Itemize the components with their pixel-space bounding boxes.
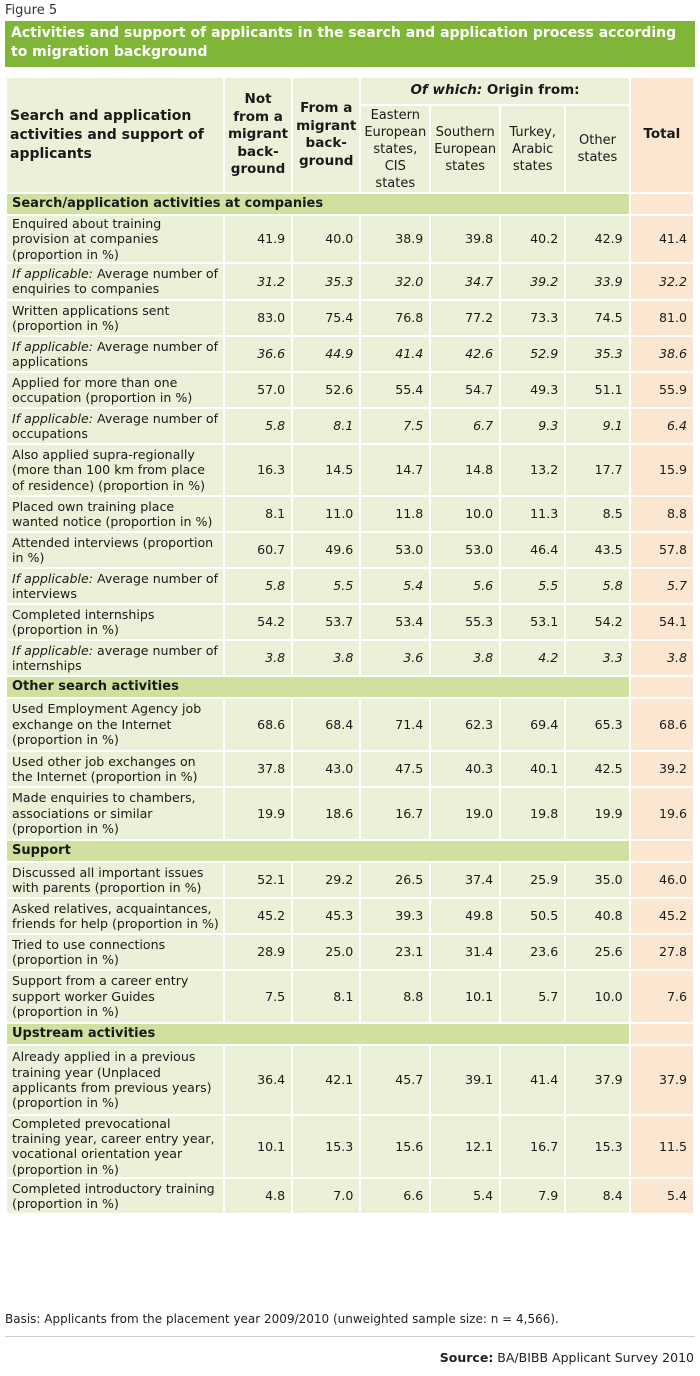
- section-total-cell: [631, 677, 693, 697]
- value-cell: 41.4: [361, 337, 429, 371]
- row-label: [7, 533, 223, 567]
- row-label-text: Placed own training place wanted notice (proportion in %): [12, 498, 213, 529]
- source-note: [440, 1350, 694, 1365]
- row-label-prefix: If applicable:: [12, 266, 93, 282]
- value-cell: 35.3: [566, 337, 628, 371]
- value-cell: 54.2: [225, 605, 291, 639]
- table-row: [7, 337, 693, 371]
- value-cell: 14.7: [361, 445, 429, 495]
- value-cell: 26.5: [361, 863, 429, 897]
- total-cell: 5.4: [631, 1179, 693, 1213]
- total-cell: 27.8: [631, 935, 693, 969]
- value-cell: 45.7: [361, 1046, 429, 1114]
- table-row: [7, 216, 693, 262]
- row-label: [7, 1116, 223, 1177]
- value-cell: 39.2: [501, 264, 564, 299]
- section-title: Other search activities: [7, 677, 629, 697]
- row-label-text: Completed introductory training (proportion in %): [12, 1180, 215, 1212]
- value-cell: 15.3: [293, 1116, 359, 1177]
- row-label: [7, 497, 223, 531]
- value-cell: 16.3: [225, 445, 291, 495]
- value-cell: 10.0: [566, 971, 628, 1022]
- value-cell: 10.1: [225, 1116, 291, 1177]
- section-total-cell: [631, 1024, 693, 1044]
- value-cell: 31.4: [431, 935, 499, 969]
- total-cell: 38.6: [631, 337, 693, 371]
- row-label-text: Already applied in a previous training year (Unplaced applicants from previous years) (proportion in %): [12, 1049, 212, 1111]
- data-table: [5, 76, 695, 1215]
- row-label: [7, 935, 223, 969]
- figure-title: Activities and support of applicants in the search and application process according to migration background: [5, 21, 695, 67]
- value-cell: 62.3: [431, 699, 499, 750]
- total-cell: 39.2: [631, 752, 693, 786]
- value-cell: 7.5: [225, 971, 291, 1022]
- header-of-which-italic: Of which:: [410, 82, 483, 99]
- row-label-prefix: If applicable:: [12, 642, 93, 658]
- value-cell: 42.1: [293, 1046, 359, 1114]
- table-row: [7, 409, 693, 443]
- header-not-migrant: Not from a migrant back-ground: [225, 78, 291, 192]
- table-row: [7, 641, 693, 675]
- header-origin-from: Origin from:: [482, 82, 580, 99]
- header-total: Total: [631, 78, 693, 192]
- source-label: Source:: [439, 1350, 494, 1365]
- value-cell: 47.5: [361, 752, 429, 786]
- header-migrant: From a migrant back-ground: [293, 78, 359, 192]
- value-cell: 77.2: [431, 301, 499, 335]
- value-cell: 41.4: [501, 1046, 564, 1114]
- value-cell: 68.6: [225, 699, 291, 750]
- row-label-text: Completed prevocational training year, career entry year, vocational orientation year (proportion in %): [12, 1115, 215, 1177]
- value-cell: 42.5: [566, 752, 628, 786]
- table-row: [7, 264, 693, 299]
- table-row: [7, 569, 693, 603]
- value-cell: 7.5: [361, 409, 429, 443]
- value-cell: 53.0: [361, 533, 429, 567]
- value-cell: 41.9: [225, 216, 291, 262]
- row-label: [7, 1179, 223, 1213]
- value-cell: 37.8: [225, 752, 291, 786]
- value-cell: 5.5: [293, 569, 359, 603]
- row-label-text: Support from a career entry support worker Guides (proportion in %): [12, 973, 189, 1020]
- row-label: [7, 863, 223, 897]
- source-divider: [5, 1336, 695, 1337]
- row-label-text: Applied for more than one occupation (proportion in %): [12, 374, 193, 405]
- row-label-text: Completed internships (proportion in %): [12, 606, 155, 637]
- value-cell: 7.0: [293, 1179, 359, 1213]
- value-cell: 19.9: [566, 788, 628, 839]
- section-title: Support: [7, 841, 629, 861]
- value-cell: 5.4: [431, 1179, 499, 1213]
- value-cell: 16.7: [361, 788, 429, 839]
- header-of-which: [361, 78, 628, 104]
- value-cell: 40.1: [501, 752, 564, 786]
- value-cell: 15.6: [361, 1116, 429, 1177]
- row-label-text: Average number of occupations: [12, 410, 219, 441]
- value-cell: 5.8: [225, 569, 291, 603]
- row-label: [7, 971, 223, 1022]
- figure-label: Figure 5: [5, 3, 58, 18]
- table-row: [7, 971, 693, 1022]
- value-cell: 53.4: [361, 605, 429, 639]
- row-label: [7, 699, 223, 750]
- value-cell: 5.8: [566, 569, 628, 603]
- value-cell: 3.8: [431, 641, 499, 675]
- value-cell: 42.9: [566, 216, 628, 262]
- value-cell: 43.5: [566, 533, 628, 567]
- value-cell: 10.1: [431, 971, 499, 1022]
- table-row: [7, 373, 693, 407]
- value-cell: 52.1: [225, 863, 291, 897]
- table-row: [7, 605, 693, 639]
- section-total-cell: [631, 841, 693, 861]
- value-cell: 11.0: [293, 497, 359, 531]
- total-cell: 5.7: [631, 569, 693, 603]
- value-cell: 12.1: [431, 1116, 499, 1177]
- row-label-text: Tried to use connections (proportion in %): [12, 936, 166, 967]
- total-cell: 3.8: [631, 641, 693, 675]
- value-cell: 5.4: [361, 569, 429, 603]
- value-cell: 25.9: [501, 863, 564, 897]
- value-cell: 57.0: [225, 373, 291, 407]
- value-cell: 8.8: [361, 971, 429, 1022]
- value-cell: 45.2: [225, 899, 291, 933]
- value-cell: 8.5: [566, 497, 628, 531]
- value-cell: 36.6: [225, 337, 291, 371]
- value-cell: 68.4: [293, 699, 359, 750]
- value-cell: 5.8: [225, 409, 291, 443]
- value-cell: 29.2: [293, 863, 359, 897]
- section-row: [7, 841, 693, 861]
- basis-note: Basis: Applicants from the placement year 2009/2010 (unweighted sample size: n = 4,566).: [5, 1312, 559, 1326]
- row-label: [7, 301, 223, 335]
- row-label: [7, 788, 223, 839]
- row-label-text: Used Employment Agency job exchange on the Internet (proportion in %): [12, 701, 202, 748]
- header-turkey: Turkey, Arabic states: [501, 106, 564, 192]
- value-cell: 53.1: [501, 605, 564, 639]
- value-cell: 49.6: [293, 533, 359, 567]
- value-cell: 53.7: [293, 605, 359, 639]
- row-label: [7, 409, 223, 443]
- value-cell: 71.4: [361, 699, 429, 750]
- table-row: [7, 533, 693, 567]
- value-cell: 75.4: [293, 301, 359, 335]
- total-cell: 19.6: [631, 788, 693, 839]
- value-cell: 18.6: [293, 788, 359, 839]
- row-label-text: Attended interviews (proportion in %): [12, 534, 214, 565]
- table-row: [7, 788, 693, 839]
- value-cell: 55.3: [431, 605, 499, 639]
- value-cell: 4.8: [225, 1179, 291, 1213]
- table-body: [7, 194, 693, 1213]
- value-cell: 8.4: [566, 1179, 628, 1213]
- value-cell: 5.7: [501, 971, 564, 1022]
- header-activities: Search and application activities and support of applicants: [7, 78, 223, 192]
- value-cell: 54.7: [431, 373, 499, 407]
- total-cell: 37.9: [631, 1046, 693, 1114]
- value-cell: 37.4: [431, 863, 499, 897]
- value-cell: 5.6: [431, 569, 499, 603]
- section-row: [7, 194, 693, 214]
- value-cell: 3.8: [225, 641, 291, 675]
- value-cell: 40.8: [566, 899, 628, 933]
- row-label: [7, 899, 223, 933]
- value-cell: 8.1: [293, 971, 359, 1022]
- value-cell: 39.8: [431, 216, 499, 262]
- section-row: [7, 1024, 693, 1044]
- value-cell: 65.3: [566, 699, 628, 750]
- value-cell: 53.0: [431, 533, 499, 567]
- table-row: [7, 497, 693, 531]
- row-label-text: Also applied supra-regionally (more than 100 km from place of residence) (proportion in %): [12, 446, 206, 493]
- value-cell: 51.1: [566, 373, 628, 407]
- value-cell: 44.9: [293, 337, 359, 371]
- total-cell: 7.6: [631, 971, 693, 1022]
- value-cell: 25.6: [566, 935, 628, 969]
- header-southern: Southern European states: [431, 106, 499, 192]
- source-text: BA/BIBB Applicant Survey 2010: [493, 1350, 694, 1365]
- value-cell: 19.9: [225, 788, 291, 839]
- value-cell: 31.2: [225, 264, 291, 299]
- value-cell: 50.5: [501, 899, 564, 933]
- table-row: [7, 752, 693, 786]
- value-cell: 73.3: [501, 301, 564, 335]
- table-row: [7, 445, 693, 495]
- row-label: [7, 337, 223, 371]
- value-cell: 11.8: [361, 497, 429, 531]
- value-cell: 46.4: [501, 533, 564, 567]
- value-cell: 39.3: [361, 899, 429, 933]
- value-cell: 83.0: [225, 301, 291, 335]
- table-row: [7, 699, 693, 750]
- value-cell: 52.6: [293, 373, 359, 407]
- value-cell: 34.7: [431, 264, 499, 299]
- value-cell: 19.8: [501, 788, 564, 839]
- value-cell: 37.9: [566, 1046, 628, 1114]
- value-cell: 25.0: [293, 935, 359, 969]
- total-cell: 68.6: [631, 699, 693, 750]
- value-cell: 17.7: [566, 445, 628, 495]
- value-cell: 43.0: [293, 752, 359, 786]
- value-cell: 13.2: [501, 445, 564, 495]
- value-cell: 8.1: [293, 409, 359, 443]
- value-cell: 7.9: [501, 1179, 564, 1213]
- value-cell: 9.1: [566, 409, 628, 443]
- value-cell: 35.3: [293, 264, 359, 299]
- value-cell: 3.3: [566, 641, 628, 675]
- value-cell: 39.1: [431, 1046, 499, 1114]
- value-cell: 40.2: [501, 216, 564, 262]
- value-cell: 4.2: [501, 641, 564, 675]
- row-label: [7, 1046, 223, 1114]
- total-cell: 32.2: [631, 264, 693, 299]
- table-row: [7, 301, 693, 335]
- value-cell: 19.0: [431, 788, 499, 839]
- total-cell: 55.9: [631, 373, 693, 407]
- table-row: [7, 1179, 693, 1213]
- table-row: [7, 935, 693, 969]
- value-cell: 3.8: [293, 641, 359, 675]
- total-cell: 8.8: [631, 497, 693, 531]
- value-cell: 6.6: [361, 1179, 429, 1213]
- value-cell: 54.2: [566, 605, 628, 639]
- table-row: [7, 1116, 693, 1177]
- row-label-text: Average number of enquiries to companies: [12, 266, 219, 297]
- value-cell: 49.8: [431, 899, 499, 933]
- value-cell: 42.6: [431, 337, 499, 371]
- value-cell: 14.8: [431, 445, 499, 495]
- value-cell: 14.5: [293, 445, 359, 495]
- table-row: [7, 899, 693, 933]
- value-cell: 76.8: [361, 301, 429, 335]
- value-cell: 10.0: [431, 497, 499, 531]
- total-cell: 46.0: [631, 863, 693, 897]
- value-cell: 23.1: [361, 935, 429, 969]
- header-other: Other states: [566, 106, 628, 192]
- total-cell: 45.2: [631, 899, 693, 933]
- row-label-text: Average number of applications: [12, 338, 219, 369]
- table-row: [7, 863, 693, 897]
- value-cell: 33.9: [566, 264, 628, 299]
- table-row: [7, 1046, 693, 1114]
- value-cell: 11.3: [501, 497, 564, 531]
- value-cell: 32.0: [361, 264, 429, 299]
- value-cell: 5.5: [501, 569, 564, 603]
- section-total-cell: [631, 194, 693, 214]
- value-cell: 28.9: [225, 935, 291, 969]
- value-cell: 40.3: [431, 752, 499, 786]
- value-cell: 74.5: [566, 301, 628, 335]
- section-title: Search/application activities at companies: [7, 194, 629, 214]
- row-label: [7, 752, 223, 786]
- row-label: [7, 216, 223, 262]
- row-label-text: Discussed all important issues with parents (proportion in %): [12, 864, 204, 895]
- value-cell: 69.4: [501, 699, 564, 750]
- section-row: [7, 677, 693, 697]
- row-label: [7, 605, 223, 639]
- total-cell: 54.1: [631, 605, 693, 639]
- value-cell: 49.3: [501, 373, 564, 407]
- row-label-text: Average number of interviews: [12, 570, 219, 601]
- value-cell: 45.3: [293, 899, 359, 933]
- value-cell: 35.0: [566, 863, 628, 897]
- value-cell: 9.3: [501, 409, 564, 443]
- row-label-text: Used other job exchanges on the Internet (proportion in %): [12, 753, 198, 784]
- row-label-text: Enquired about training provision at companies (proportion in %): [12, 216, 162, 262]
- total-cell: 11.5: [631, 1116, 693, 1177]
- value-cell: 6.7: [431, 409, 499, 443]
- row-label-text: Written applications sent (proportion in %): [12, 302, 170, 333]
- value-cell: 8.1: [225, 497, 291, 531]
- row-label-prefix: If applicable:: [12, 570, 93, 586]
- value-cell: 55.4: [361, 373, 429, 407]
- header-eastern: Eastern European states, CIS states: [361, 106, 429, 192]
- total-cell: 41.4: [631, 216, 693, 262]
- row-label-text: Asked relatives, acquaintances, friends for help (proportion in %): [12, 900, 219, 931]
- value-cell: 16.7: [501, 1116, 564, 1177]
- row-label: [7, 641, 223, 675]
- value-cell: 40.0: [293, 216, 359, 262]
- row-label: [7, 373, 223, 407]
- row-label: [7, 569, 223, 603]
- value-cell: 3.6: [361, 641, 429, 675]
- row-label-text: Made enquiries to chambers, associations or similar (proportion in %): [12, 790, 196, 837]
- row-label-prefix: If applicable:: [12, 338, 93, 354]
- row-label-text: average number of internships: [12, 642, 218, 673]
- value-cell: 23.6: [501, 935, 564, 969]
- row-label-prefix: If applicable:: [12, 410, 93, 426]
- value-cell: 36.4: [225, 1046, 291, 1114]
- row-label: [7, 264, 223, 299]
- row-label: [7, 445, 223, 495]
- value-cell: 15.3: [566, 1116, 628, 1177]
- total-cell: 57.8: [631, 533, 693, 567]
- total-cell: 6.4: [631, 409, 693, 443]
- total-cell: 15.9: [631, 445, 693, 495]
- value-cell: 60.7: [225, 533, 291, 567]
- value-cell: 38.9: [361, 216, 429, 262]
- section-title: Upstream activities: [7, 1024, 629, 1044]
- total-cell: 81.0: [631, 301, 693, 335]
- value-cell: 52.9: [501, 337, 564, 371]
